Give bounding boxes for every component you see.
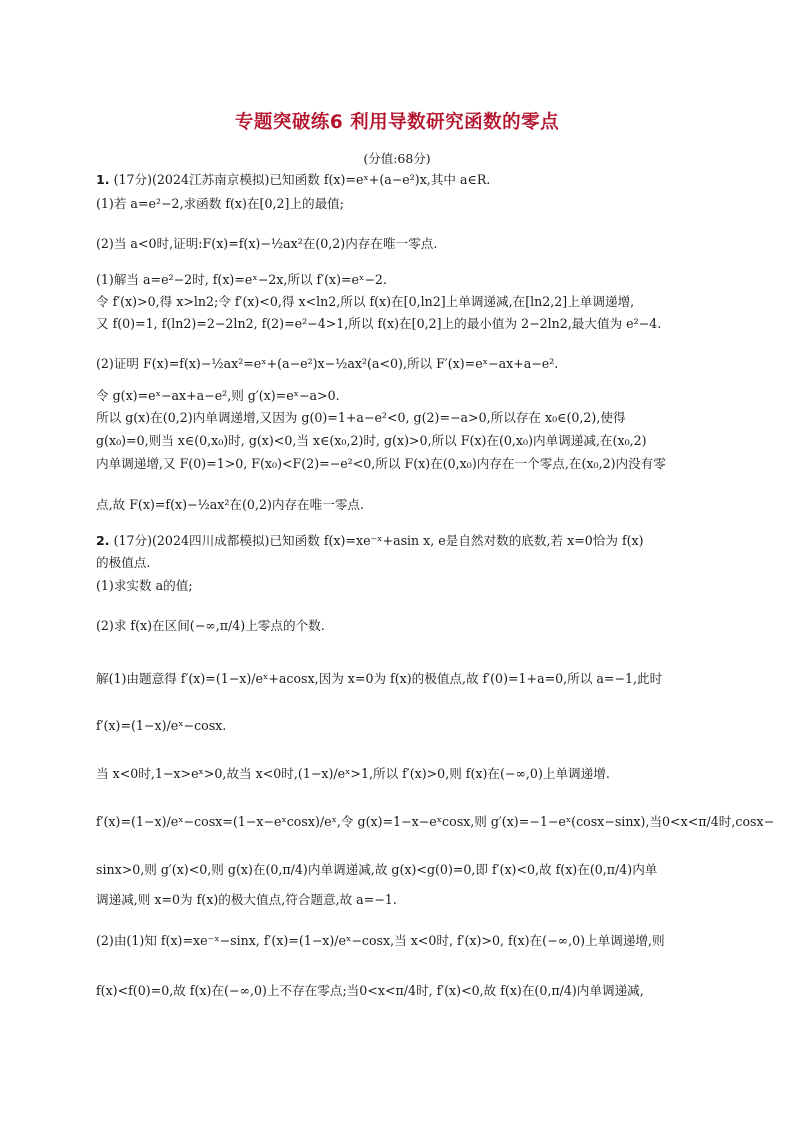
line-text: 的极值点. — [96, 555, 151, 570]
text-line — [96, 316, 706, 332]
text-line — [96, 172, 706, 188]
line-text: 又 f(0)=1, f(ln2)=2−2ln2, f(2)=e²−4>1,所以 f(x)在[0,2]上的最小值为 2−2ln2,最大值为 e²−4. — [96, 316, 662, 331]
line-text: f′(x)=(1−x)/eˣ−cosx=(1−x−eˣcosx)/eˣ,令 g(x)=1−x−eˣcosx,则 g′(x)=−1−eˣ(cosx−sinx),当0<x<π/4时,cosx− — [96, 814, 775, 829]
text-line — [96, 456, 706, 472]
text-line — [96, 862, 706, 878]
text-line — [96, 933, 706, 949]
text-line — [96, 671, 706, 687]
line-text: 调递减,则 x=0为 f(x)的极大值点,符合题意,故 a=−1. — [96, 892, 397, 907]
line-text: (2)由(1)知 f(x)=xe⁻ˣ−sinx, f′(x)=(1−x)/eˣ−cosx,当 x<0时, f′(x)>0, f(x)在(−∞,0)上单调递增,则 — [96, 933, 665, 948]
problem-number: 1. — [96, 172, 110, 187]
problem-number: 2. — [96, 533, 110, 548]
line-text: 令 g(x)=eˣ−ax+a−e²,则 g′(x)=eˣ−a>0. — [96, 388, 340, 403]
line-text: 所以 g(x)在(0,2)内单调递增,又因为 g(0)=1+a−e²<0, g(2)=−a>0,所以存在 x₀∈(0,2),使得 — [96, 410, 626, 425]
text-line — [96, 236, 706, 252]
score-note: (分值:68分) — [363, 151, 431, 166]
text-line — [96, 766, 706, 782]
text-line — [96, 892, 706, 908]
line-text: 解(1)由题意得 f′(x)=(1−x)/eˣ+acosx,因为 x=0为 f(x)的极值点,故 f′(0)=1+a=0,所以 a=−1,此时 — [96, 671, 663, 686]
text-line — [96, 388, 706, 404]
line-text: f(x)<f(0)=0,故 f(x)在(−∞,0)上不存在零点;当0<x<π/4时, f′(x)<0,故 f(x)在(0,π/4)内单调递减, — [96, 983, 644, 998]
line-text: sinx>0,则 g′(x)<0,则 g(x)在(0,π/4)内单调递减,故 g(x)<g(0)=0,即 f′(x)<0,故 f(x)在(0,π/4)内单 — [96, 862, 658, 877]
line-text: (1)解当 a=e²−2时, f(x)=eˣ−2x,所以 f′(x)=eˣ−2. — [96, 272, 387, 287]
line-text: 内单调递增,又 F(0)=1>0, F(x₀)<F(2)=−e²<0,所以 F(x)在(0,x₀)内存在一个零点,在(x₀,2)内没有零 — [96, 456, 666, 471]
text-line — [96, 433, 706, 449]
text-line — [96, 555, 706, 571]
line-text: 点,故 F(x)=f(x)−½ax²在(0,2)内存在唯一零点. — [96, 497, 365, 512]
line-text: (17分)(2024四川成都模拟)已知函数 f(x)=xe⁻ˣ+asin x, e是自然对数的底数,若 x=0恰为 f(x) — [109, 533, 644, 548]
line-text: (2)当 a<0时,证明:F(x)=f(x)−½ax²在(0,2)内存在唯一零点. — [96, 236, 438, 251]
text-line — [96, 533, 706, 549]
line-text: 当 x<0时,1−x>eˣ>0,故当 x<0时,(1−x)/eˣ>1,所以 f′(x)>0,则 f(x)在(−∞,0)上单调递增. — [96, 766, 610, 781]
text-line — [96, 272, 706, 288]
text-line — [96, 497, 706, 513]
text-line — [96, 718, 706, 734]
document-title: 专题突破练6 利用导数研究函数的零点 — [234, 112, 560, 133]
text-line — [96, 294, 706, 310]
text-line — [96, 618, 706, 634]
text-line — [96, 814, 775, 830]
text-line — [96, 356, 706, 372]
line-text: (1)若 a=e²−2,求函数 f(x)在[0,2]上的最值; — [96, 196, 345, 211]
line-text: (1)求实数 a的值; — [96, 578, 193, 593]
line-text: (2)求 f(x)在区间(−∞,π/4)上零点的个数. — [96, 618, 325, 633]
line-text: 令 f′(x)>0,得 x>ln2;令 f′(x)<0,得 x<ln2,所以 f(x)在[0,ln2]上单调递减,在[ln2,2]上单调递增, — [96, 294, 635, 309]
text-line — [96, 196, 706, 212]
text-line — [96, 983, 706, 999]
line-text: (17分)(2024江苏南京模拟)已知函数 f(x)=eˣ+(a−e²)x,其中 a∈R. — [109, 172, 491, 187]
line-text: g(x₀)=0,则当 x∈(0,x₀)时, g(x)<0,当 x∈(x₀,2)时, g(x)>0,所以 F(x)在(0,x₀)内单调递减,在(x₀,2) — [96, 433, 647, 448]
text-line — [96, 410, 706, 426]
text-line — [96, 578, 706, 594]
line-text: (2)证明 F(x)=f(x)−½ax²=eˣ+(a−e²)x−½ax²(a<0),所以 F′(x)=eˣ−ax+a−e². — [96, 356, 559, 371]
line-text: f′(x)=(1−x)/eˣ−cosx. — [96, 718, 227, 733]
